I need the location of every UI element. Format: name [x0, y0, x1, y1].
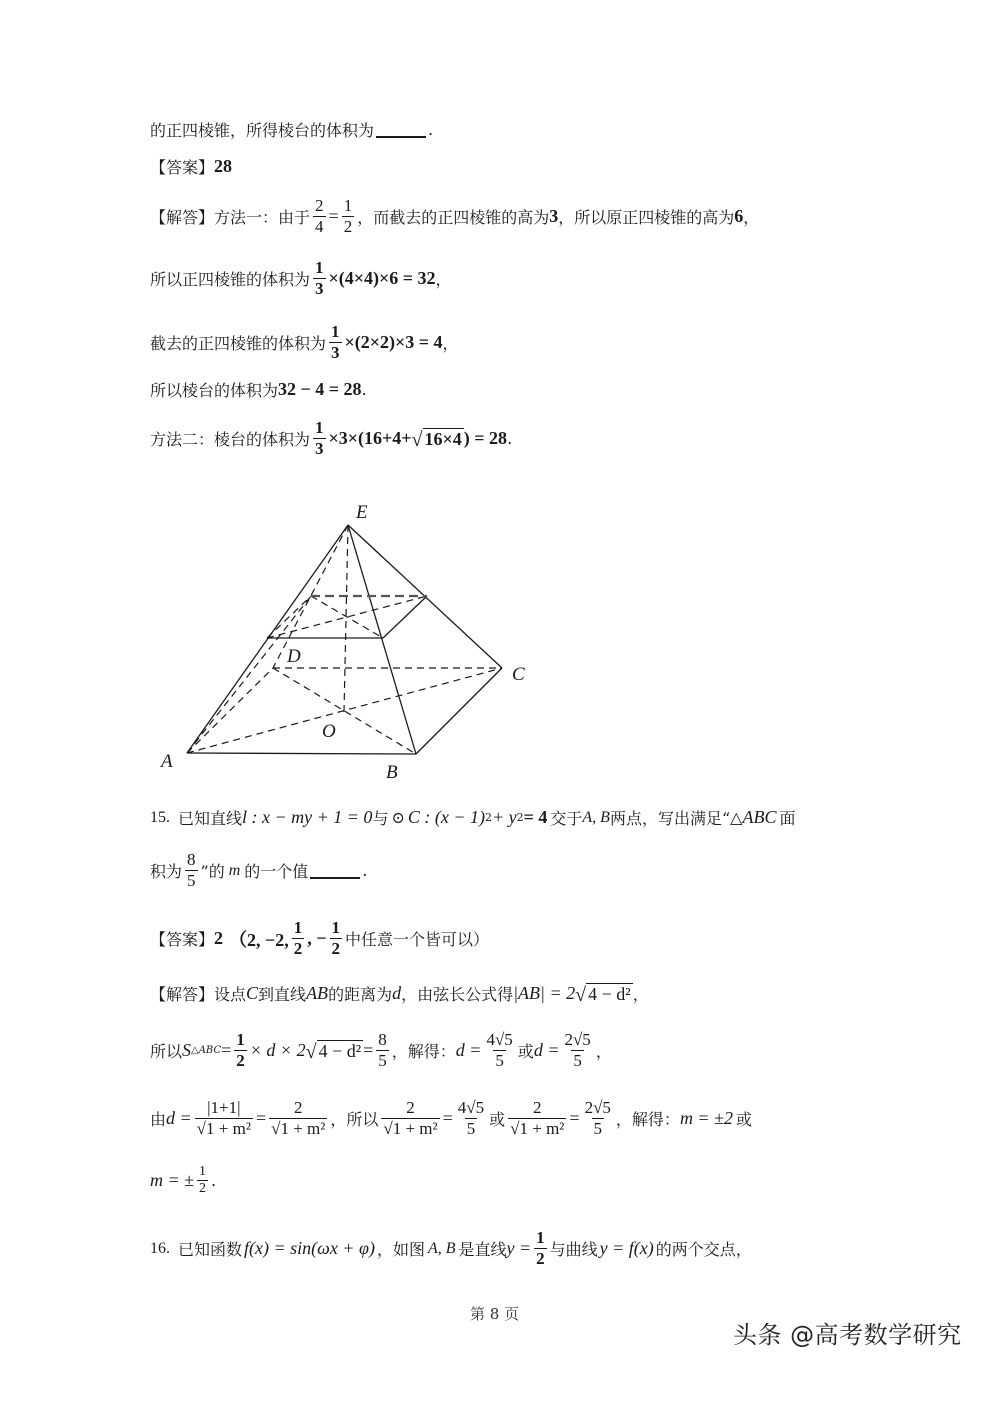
fraction-2sqrt5-5: $\frac{2√5}{5}$ [564, 1030, 591, 1070]
q15-solution-line4: m = ± $\frac{1}{2}$ . [150, 1164, 217, 1196]
method2-text: 方法二：棱台的体积为 [150, 430, 311, 449]
sqrt-4-d2: √ 4 − d² [305, 1040, 362, 1063]
line4-expr: 32 − 4 = 28 [278, 379, 362, 399]
distance-fraction: $\frac{2}{\text{√1 + m²}}$ [383, 1098, 438, 1138]
line2-text: 所以正四棱锥的体积为 [150, 270, 311, 289]
label-O: O [322, 721, 336, 742]
stem-text: 的一个值 [244, 862, 309, 881]
solution-label: 【解答】 [150, 985, 215, 1004]
q14-stem-end [150, 118, 433, 141]
cut-height: 3 [549, 206, 559, 226]
label-E: E [356, 502, 368, 523]
q15-stem-line2: 积为 $\frac{8}{5}$ ”的 m 的一个值 . [150, 850, 368, 890]
m-result: m = ± [150, 1170, 195, 1190]
sol-text: 到直线 [258, 985, 307, 1004]
sol-text: 的距离为 [328, 985, 393, 1004]
line-equation: l : x − my + 1 = 0 [242, 807, 373, 827]
y-eq: y = [506, 1238, 532, 1258]
line3-expr: ×(2×2)×3 = 4 [344, 332, 443, 352]
orig-height: 6 [734, 206, 744, 226]
q15-solution-line1: 【解答】 设点 C 到直线 AB 的距离为 d ，由弦长公式得 |AB| = 2 √ 4 − d² ， [150, 983, 649, 1006]
m-result: m = ±2 [679, 1108, 733, 1128]
line2-expr: ×(4×4)×6 = 32 [328, 268, 436, 288]
q14-solution-line3: 截去的正四棱锥的体积为 $\frac{1}{3}$ ×(2×2)×3 = 4 ， [150, 322, 459, 362]
method2-expr-b: ) = 28 [463, 428, 508, 448]
sqrt-16x4: √ 16×4 [411, 428, 462, 451]
q15-answer [150, 918, 489, 959]
question-number: 16. [150, 1239, 170, 1257]
stem-text: ，如图 [376, 1240, 425, 1259]
q16-stem [150, 1228, 752, 1269]
fraction-2-4: $\frac{2}{4}$ [315, 196, 324, 236]
fraction-8-5: $\frac{8}{5}$ [378, 1030, 387, 1070]
q14-solution-line2: 所以正四棱锥的体积为 $\frac{1}{3}$ ×(4×4)×6 = 32 ， [150, 258, 452, 298]
sol-text: ，所以 [330, 1110, 379, 1129]
d-eq: d = [533, 1040, 560, 1060]
stem-text: 已知函数 [178, 1240, 243, 1259]
fraction-1-2: $\frac{1}{2}$ [536, 1228, 545, 1268]
fraction-4sqrt5-5: $\frac{4√5}{5}$ [486, 1030, 513, 1070]
pyramid-diagram [150, 495, 550, 795]
or-text: 或 [735, 1110, 752, 1129]
distance-fraction: $\frac{2}{\text{√1 + m²}}$ [510, 1098, 565, 1138]
curve-expr: y = f(x) [599, 1238, 654, 1258]
line3-text: 截去的正四棱锥的体积为 [150, 334, 327, 353]
q14-solution-line1: 【解答】 方法一：由于 $\frac{2}{4}$ = $\frac{1}{2}$ ，而截去的正四棱锥的高为 3 ，所以原正四棱锥的高为 6 ， [150, 196, 760, 236]
distance-fraction: $\frac{|1+1|}{\text{√1 + m²}}$ [196, 1098, 251, 1138]
fraction-2sqrt5-5: $\frac{2√5}{5}$ [584, 1098, 611, 1138]
triangle-name: ABC [742, 807, 777, 827]
distance-fraction: $\frac{2}{\text{√1 + m²}}$ [271, 1098, 326, 1138]
triangle-symbol: △ [730, 808, 743, 827]
chord-expr: |AB| = 2 [513, 983, 576, 1003]
answer-label: 【答案】 [150, 930, 215, 949]
q15-solution-line2: 所以 S △ABC = $\frac{1}{2}$ × d × 2 √ 4 − d² = $\frac{8}{5}$ ，解得： d = $\frac{4√5}{5}$ 或 d = $\frac{2√5}{5}$ ， [150, 1030, 612, 1070]
fraction-1-2: $\frac{1}{2}$ [331, 918, 341, 958]
stem-text: 积为 [150, 862, 183, 881]
or-text: 或 [517, 1042, 534, 1061]
fraction-1-3: $\frac{1}{3}$ [315, 418, 324, 458]
page-number: 第 8 页 [470, 1305, 520, 1323]
circle-symbol: ⊙ [391, 808, 405, 827]
label-A: A [161, 751, 173, 772]
answer-note: , − [307, 928, 327, 948]
question-number: 15. [150, 808, 170, 826]
points: A, B [427, 1239, 456, 1257]
fraction-1-2: $\frac{1}{2}$ [236, 1030, 245, 1070]
method1-intro: 方法一：由于 [214, 208, 311, 227]
var-d: d [392, 983, 402, 1003]
q14-answer [150, 155, 232, 178]
sol-text: ，解得： [391, 1042, 456, 1061]
method1-text: ，而截去的正四棱锥的高为 [357, 208, 550, 227]
fraction-1-2: $\frac{1}{2}$ [343, 196, 353, 236]
var-C: C [246, 983, 259, 1003]
sol-text: ，解得： [615, 1110, 680, 1129]
q14-solution-line4: 所以棱台的体积为 32 − 4 = 28 . [150, 379, 367, 400]
points: A, B [582, 808, 610, 826]
sol-text: 所以 [150, 1042, 183, 1061]
q14-method2: 方法二：棱台的体积为 $\frac{1}{3}$ ×3×(16+4+ √ 16×4 ) = 28 . [150, 418, 513, 458]
answer-blank [310, 863, 360, 879]
label-B: B [386, 762, 398, 783]
answer-label: 【答案】 [150, 158, 215, 177]
stem-text: 与曲线 [549, 1240, 598, 1259]
fraction-1-2: $\frac{1}{2}$ [199, 1164, 207, 1196]
stem-text: 的正四棱锥，所得棱台的体积为 [150, 121, 375, 140]
stem-text: 面 [779, 809, 796, 828]
method1-text2: ，所以原正四棱锥的高为 [558, 208, 735, 227]
answer-note: （2, −2, [229, 929, 289, 950]
m-variable: m [228, 861, 241, 879]
d-eq: d = [166, 1108, 192, 1128]
stem-text: 两点，写出满足“ [609, 809, 731, 828]
sol-text: 由 [150, 1110, 167, 1129]
var-AB: AB [306, 983, 329, 1003]
circle-eq: + y [491, 807, 517, 827]
function-expr: f(x) = sin(ωx + φ) [244, 1238, 375, 1258]
answer-value: 2 [214, 928, 224, 948]
q15-solution-line3: 由 d = $\frac{|1+1|}{\text{√1 + m²}}$ = $\frac{2}{\text{√1 + m²}}$ ，所以 $\frac{2}{\text{√1 + m²}}$ = $\frac{4√5}{5}$ 或 $\frac{2}{\text{√1 + m²}}$ = $\frac{2√5}{5}$ ，解得： m = ±2 或 [150, 1098, 752, 1138]
sol-text: ，由弦长公式得 [401, 985, 514, 1004]
fraction-8-5: $\frac{8}{5}$ [187, 850, 196, 890]
method2-expr-a: ×3×(16+4+ [328, 428, 412, 448]
fraction-1-2: $\frac{1}{2}$ [293, 918, 303, 958]
or-text: 或 [489, 1110, 506, 1129]
line4-text: 所以棱台的体积为 [150, 381, 279, 400]
stem-text: 交于 [550, 809, 583, 828]
area-expr: × d × 2 [249, 1040, 306, 1060]
period: . [428, 120, 434, 139]
stem-text: ”的 [200, 862, 225, 881]
stem-text: 是直线 [458, 1240, 507, 1259]
sol-text: 设点 [214, 985, 247, 1004]
var-S: S [182, 1040, 192, 1060]
fraction-1-3: $\frac{1}{3}$ [315, 258, 324, 298]
answer-note: 中任意一个皆可以） [345, 930, 490, 949]
watermark: 头条 @高考数学研究 [733, 1321, 962, 1349]
label-D: D [287, 646, 301, 667]
stem-text: 与 [372, 809, 389, 828]
sqrt-4-d2: √ 4 − d² [575, 983, 631, 1006]
label-C: C [512, 664, 525, 685]
answer-value: 28 [214, 156, 233, 176]
stem-text: 已知直线 [178, 809, 243, 828]
fraction-1-3: $\frac{1}{3}$ [331, 322, 340, 362]
answer-blank [376, 122, 426, 138]
solution-label: 【解答】 [150, 208, 215, 227]
stem-text: 的两个交点， [655, 1240, 752, 1259]
q15-stem-line1: 15. 已知直线 l : x − my + 1 = 0 与 ⊙ C : (x − 1) 2 + y 2 = 4 交于 A, B 两点，写出满足“ △ ABC 面 [150, 807, 796, 828]
circle-eq: C : (x − 1) [407, 807, 485, 827]
d-eq: d = [455, 1040, 482, 1060]
circle-eq: = 4 [523, 807, 548, 827]
fraction-4sqrt5-5: $\frac{4√5}{5}$ [457, 1098, 485, 1138]
